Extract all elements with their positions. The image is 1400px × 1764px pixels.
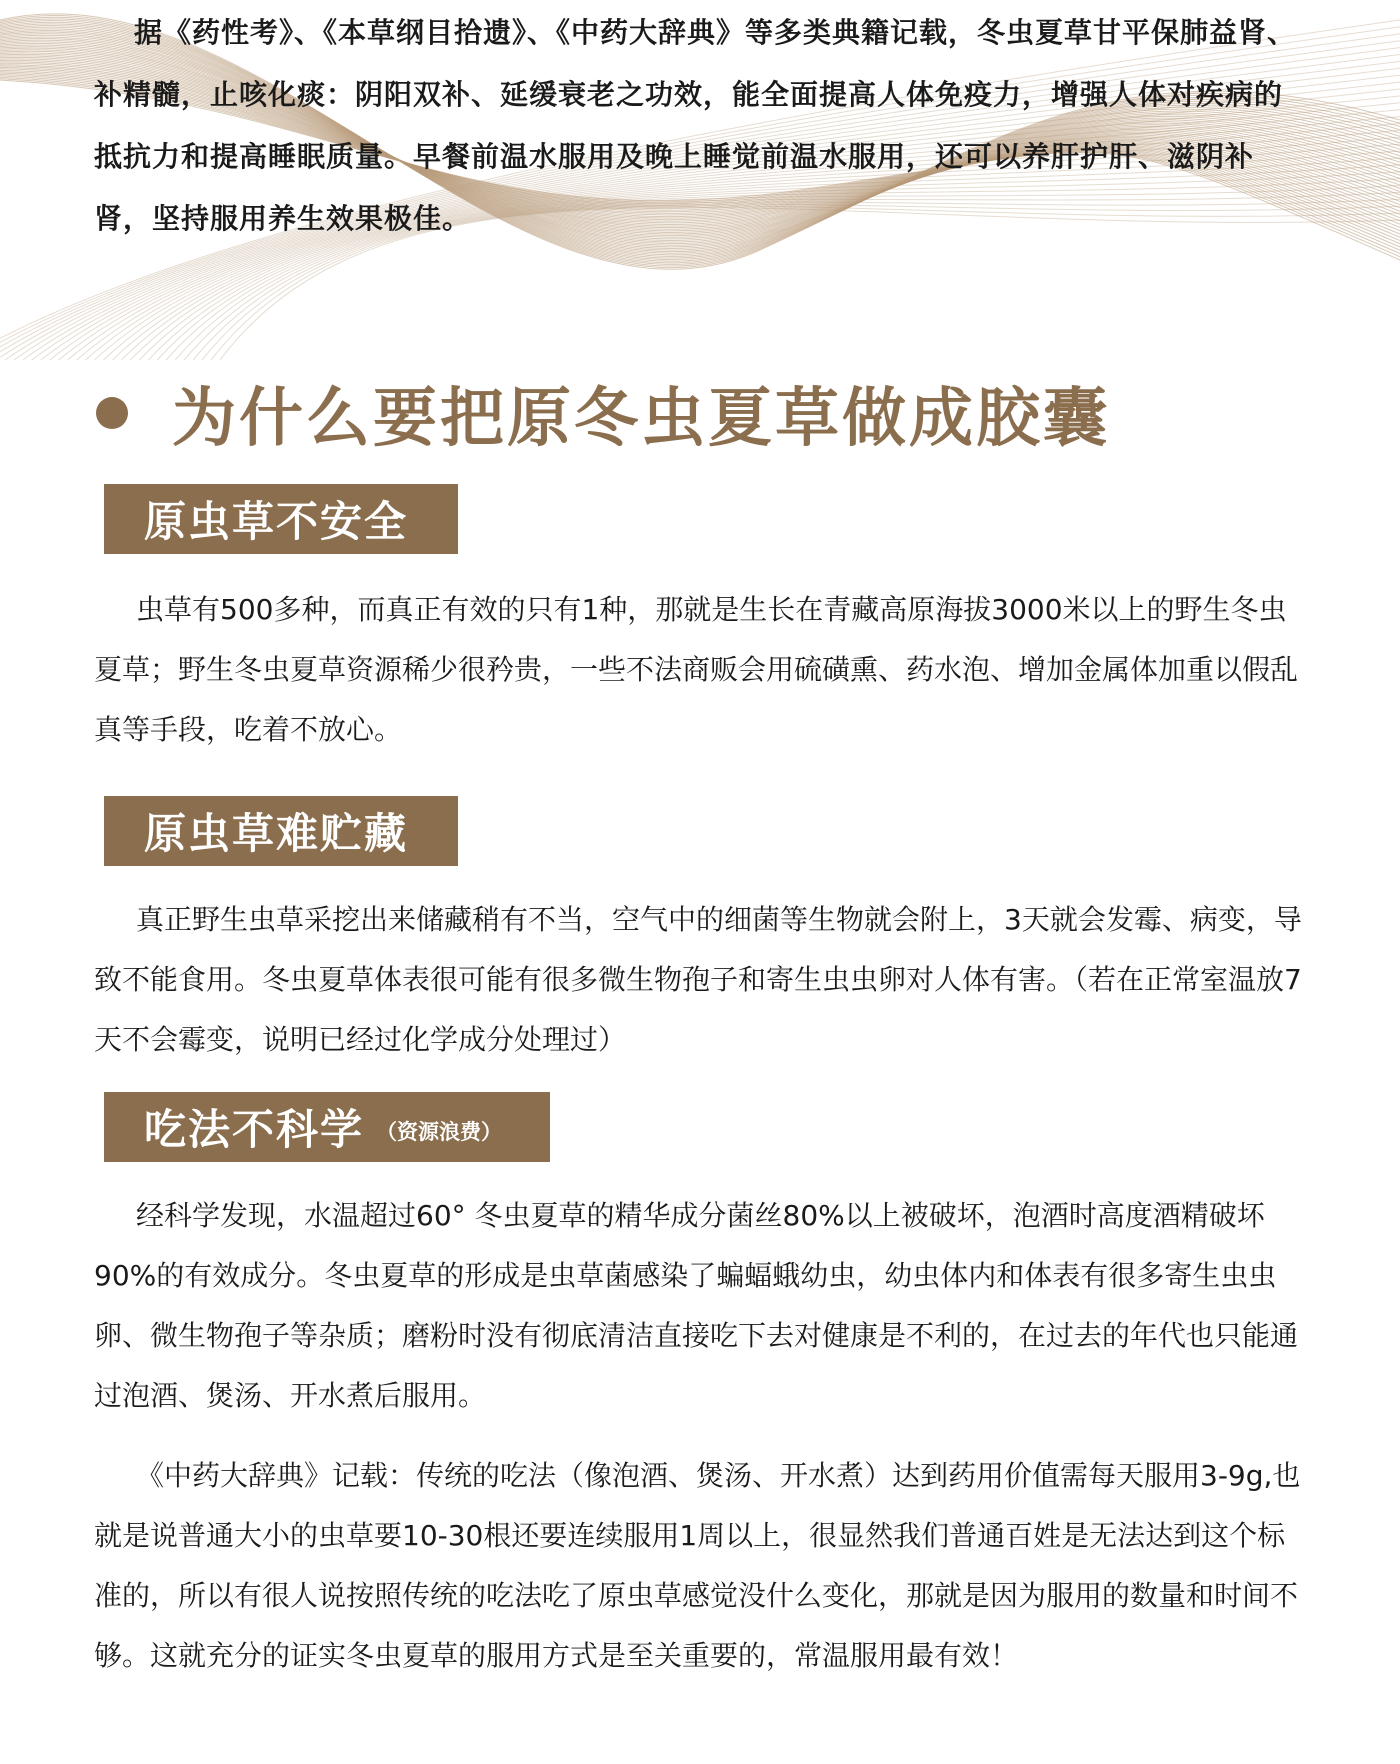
intro-paragraph: 据《药性考》、《本草纲目拾遗》、《中药大辞典》等多类典籍记载，冬虫夏草甘平保肺益肾、补精髓，止咳化痰：阴阳双补、延缓衰老之功效，能全面提高人体免疫力，增强人体对疾病的抵抗力和提高睡眠质量。早餐前温水服用及晚上睡觉前温水服用，还可以养肝护肝、滋阴补肾，坚持服用养生效果极佳。 <box>94 16 1297 235</box>
tag-unscientific-note: （资源浪费） <box>376 1120 503 1144</box>
paragraph-storage: 真正野生虫草采挖出来储藏稍有不当，空气中的细菌等生物就会附上，3天就会发霉、病变，导致不能食用。冬虫夏草体表很可能有很多微生物孢子和寄生虫虫卵对人体有害。（若在正常室温放7天不会霉变，说明已经过化学成分处理过） <box>94 903 1302 1056</box>
section-title: 为什么要把原冬虫夏草做成胶囊 <box>172 382 1110 456</box>
tag-storage <box>104 796 458 866</box>
tag-unsafe-label: 原虫草不安全 <box>144 497 409 546</box>
tag-unscientific <box>104 1092 550 1162</box>
section-heading <box>96 368 1110 458</box>
paragraph-unscientific-1: 经科学发现，水温超过60° 冬虫夏草的精华成分菌丝80%以上被破坏，泡酒时高度酒精破坏90%的有效成分。冬虫夏草的形成是虫草菌感染了蝙蝠蛾幼虫，幼虫体内和体表有很多寄生虫虫卵、微生物孢子等杂质；磨粉时没有彻底清洁直接吃下去对健康是不利的，在过去的年代也只能通过泡酒、煲汤、开水煮后服用。 <box>94 1199 1299 1412</box>
tag-unscientific-label: 吃法不科学 <box>144 1105 365 1154</box>
paragraph-unscientific-2: 《中药大辞典》记载：传统的吃法（像泡酒、煲汤、开水煮）达到药用价值需每天服用3-9g,也就是说普通大小的虫草要10-30根还要连续服用1周以上，很显然我们普通百姓是无法达到这个标准的，所以有很人说按照传统的吃法吃了原虫草感觉没什么变化，那就是因为服用的数量和时间不够。这就充分的证实冬虫夏草的服用方式是至关重要的，常温服用最有效！ <box>94 1459 1301 1672</box>
tag-storage-label: 原虫草难贮藏 <box>144 809 409 858</box>
paragraph-unsafe: 虫草有500多种，而真正有效的只有1种，那就是生长在青藏高原海拔3000米以上的野生冬虫夏草；野生冬虫夏草资源稀少很矜贵，一些不法商贩会用硫磺熏、药水泡、增加金属体加重以假乱真等手段，吃着不放心。 <box>94 593 1299 746</box>
bullet-dot-icon <box>96 397 128 429</box>
tag-unsafe <box>104 484 458 554</box>
